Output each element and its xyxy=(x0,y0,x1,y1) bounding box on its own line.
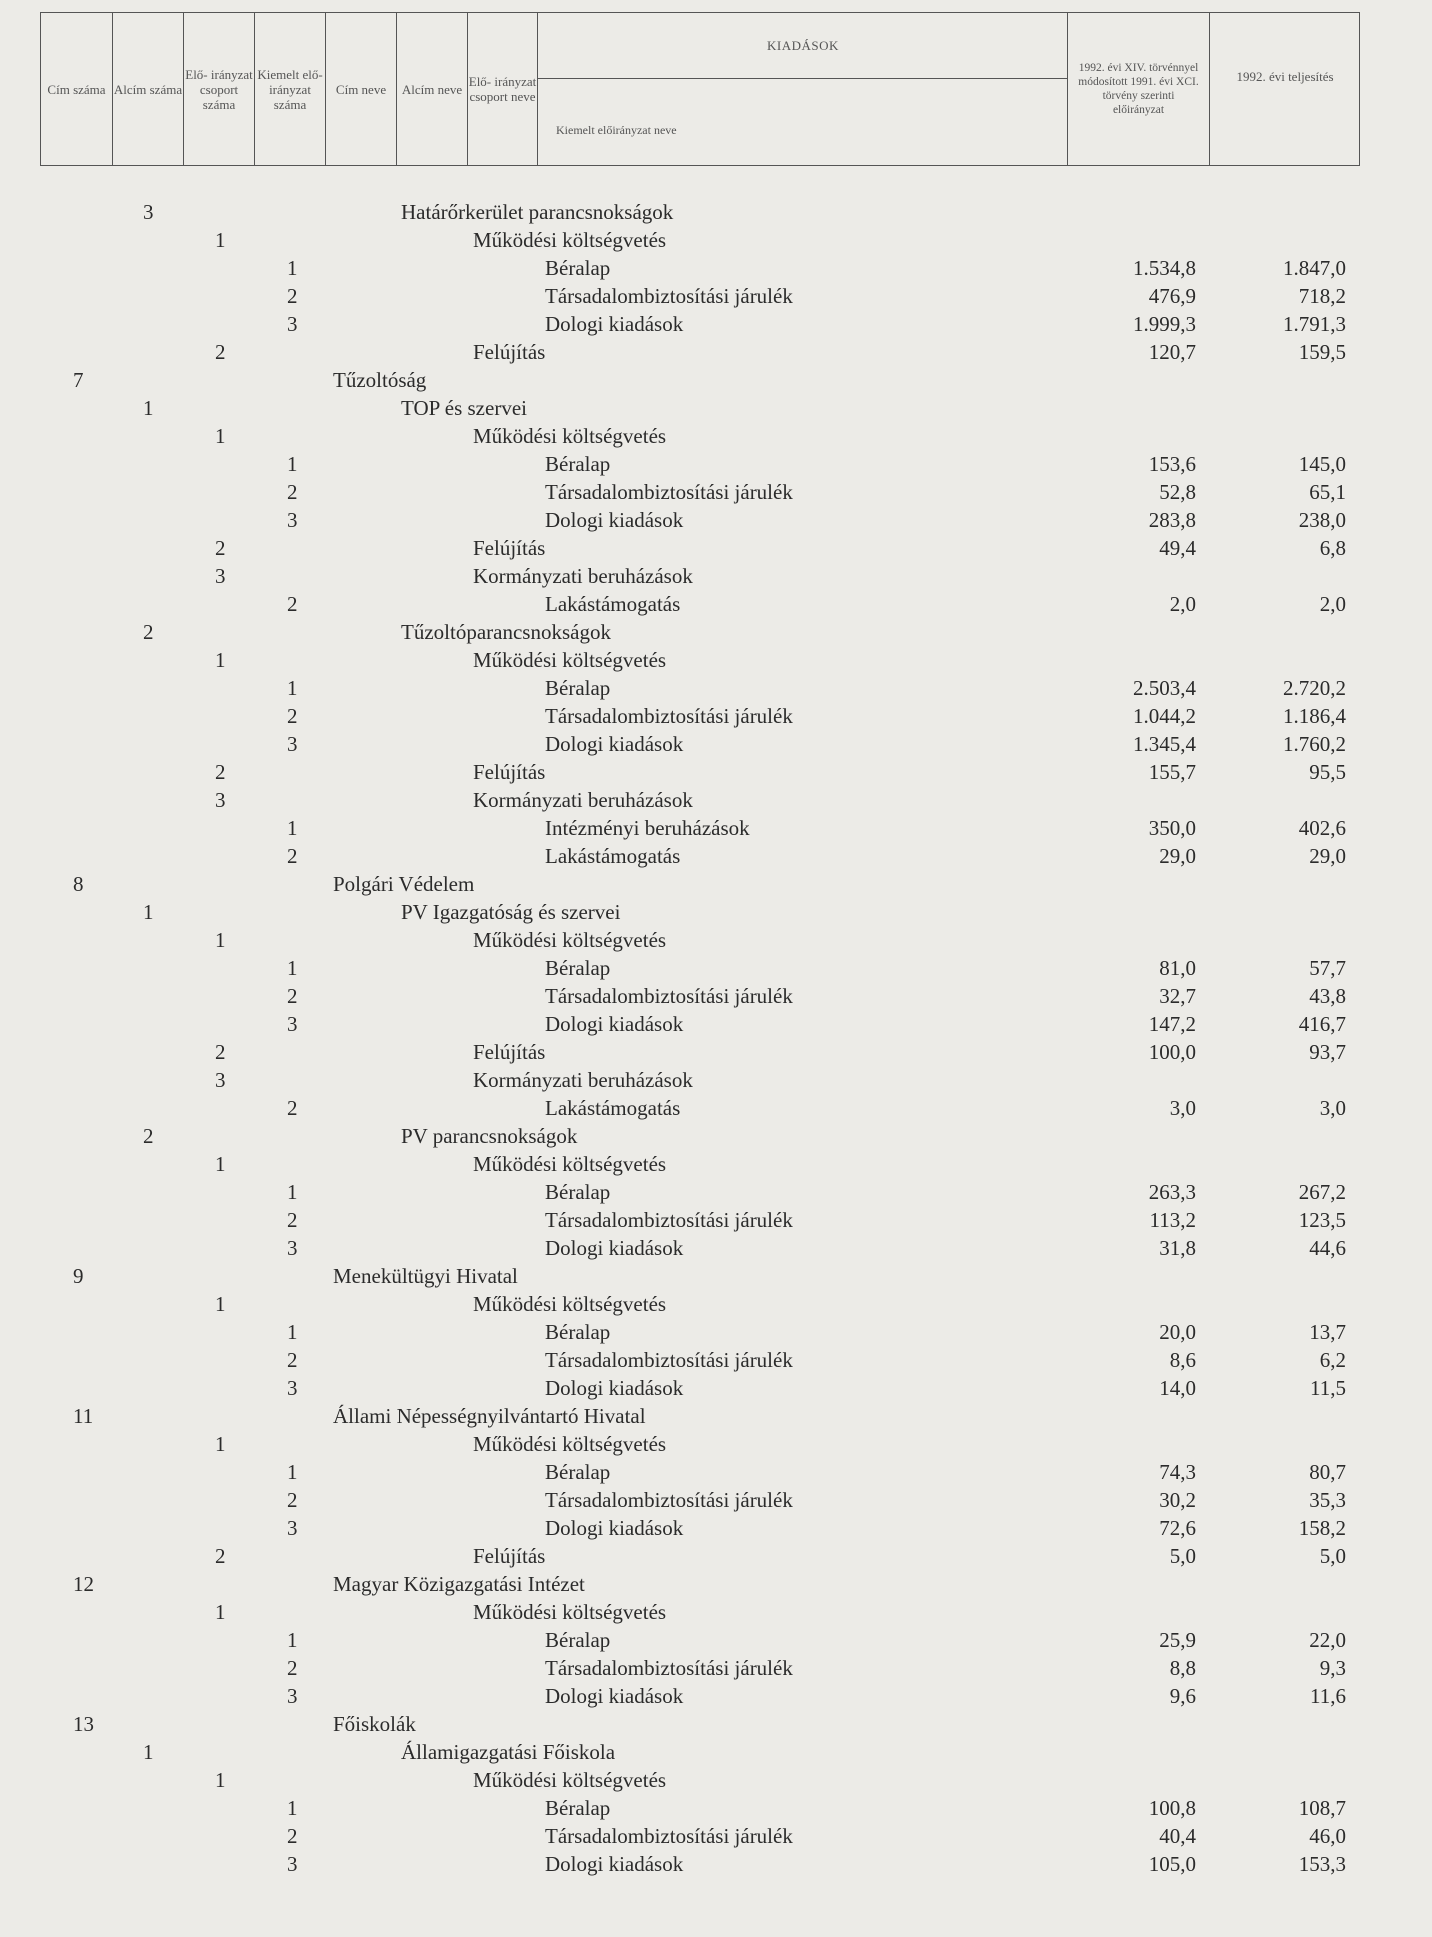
table-row xyxy=(0,282,1432,310)
row-value-eloiranyzat: 9,6 xyxy=(1169,1684,1196,1708)
row-value-teljesites: 267,2 xyxy=(1298,1180,1346,1204)
table-row xyxy=(0,1598,1432,1626)
row-value-teljesites: 108,7 xyxy=(1298,1796,1346,1820)
table-row xyxy=(0,478,1432,506)
row-name: Dologi kiadások xyxy=(545,1516,684,1540)
table-row xyxy=(0,1738,1432,1766)
row-name: Társadalombiztosítási járulék xyxy=(545,704,793,728)
row-number: 1 xyxy=(215,1432,226,1456)
row-name: Béralap xyxy=(545,1460,611,1484)
row-number: 2 xyxy=(287,1656,298,1680)
row-name: Kormányzati beruházások xyxy=(473,1068,693,1092)
header-1992-teljesites: 1992. évi teljesítés xyxy=(1236,69,1334,84)
row-value-eloiranyzat: 120,7 xyxy=(1148,340,1196,364)
table-row xyxy=(0,1850,1432,1878)
row-number: 12 xyxy=(73,1572,94,1596)
table-row xyxy=(0,562,1432,590)
row-value-eloiranyzat: 1.044,2 xyxy=(1133,704,1196,728)
row-value-eloiranyzat: 74,3 xyxy=(1159,1460,1196,1484)
row-number: 11 xyxy=(73,1404,94,1428)
row-value-teljesites: 9,3 xyxy=(1319,1656,1346,1680)
row-value-teljesites: 22,0 xyxy=(1309,1628,1346,1652)
row-value-eloiranyzat: 32,7 xyxy=(1159,984,1196,1008)
table-row xyxy=(0,422,1432,450)
row-number: 1 xyxy=(287,1320,298,1344)
row-value-teljesites: 44,6 xyxy=(1309,1236,1346,1260)
table-row xyxy=(0,590,1432,618)
table-row xyxy=(0,1486,1432,1514)
row-name: Dologi kiadások xyxy=(545,1236,684,1260)
row-number: 2 xyxy=(287,480,298,504)
row-value-eloiranyzat: 29,0 xyxy=(1159,844,1196,868)
row-value-teljesites: 2,0 xyxy=(1319,592,1346,616)
row-name: TOP és szervei xyxy=(401,396,527,420)
row-name: Társadalombiztosítási járulék xyxy=(545,984,793,1008)
row-number: 2 xyxy=(287,1824,298,1848)
row-number: 1 xyxy=(215,1600,226,1624)
table-row xyxy=(0,786,1432,814)
header-alcim-szama: Alcím száma xyxy=(113,13,184,165)
row-value-eloiranyzat: 25,9 xyxy=(1159,1628,1196,1652)
row-value-teljesites: 1.791,3 xyxy=(1283,312,1346,336)
row-name: Lakástámogatás xyxy=(545,844,681,868)
table-row xyxy=(0,1066,1432,1094)
row-name: Kormányzati beruházások xyxy=(473,788,693,812)
row-name: Béralap xyxy=(545,676,611,700)
table-row xyxy=(0,674,1432,702)
row-value-eloiranyzat: 8,8 xyxy=(1169,1656,1196,1680)
row-number: 3 xyxy=(215,788,226,812)
row-name: Működési költségvetés xyxy=(473,1152,667,1176)
row-name: Társadalombiztosítási járulék xyxy=(545,1488,793,1512)
row-number: 3 xyxy=(215,564,226,588)
row-name: Menekültügyi Hivatal xyxy=(333,1264,518,1288)
table-row xyxy=(0,1458,1432,1486)
row-value-teljesites: 2.720,2 xyxy=(1283,676,1346,700)
header-kiemelt-eloiranyzat-neve: Kiemelt előirányzat neve xyxy=(556,123,677,137)
row-number: 1 xyxy=(215,928,226,952)
row-name: Működési költségvetés xyxy=(473,1600,667,1624)
row-number: 2 xyxy=(287,284,298,308)
row-name: Lakástámogatás xyxy=(545,592,681,616)
table-row xyxy=(0,1374,1432,1402)
row-number: 7 xyxy=(73,368,84,392)
row-value-teljesites: 145,0 xyxy=(1298,452,1346,476)
row-number: 1 xyxy=(287,1180,298,1204)
row-number: 3 xyxy=(215,1068,226,1092)
row-value-eloiranyzat: 476,9 xyxy=(1148,284,1196,308)
row-name: Felújítás xyxy=(473,1544,546,1568)
row-value-eloiranyzat: 100,0 xyxy=(1148,1040,1196,1064)
row-name: Béralap xyxy=(545,1628,611,1652)
table-body xyxy=(0,198,1432,1878)
row-name: Dologi kiadások xyxy=(545,312,684,336)
table-row xyxy=(0,926,1432,954)
row-value-eloiranyzat: 147,2 xyxy=(1148,1012,1196,1036)
row-value-eloiranyzat: 155,7 xyxy=(1148,760,1196,784)
row-name: Béralap xyxy=(545,1320,611,1344)
row-number: 3 xyxy=(287,1684,298,1708)
row-number: 2 xyxy=(215,760,226,784)
row-value-eloiranyzat: 72,6 xyxy=(1159,1516,1196,1540)
row-name: Lakástámogatás xyxy=(545,1096,681,1120)
row-number: 2 xyxy=(143,620,154,644)
header-kiemelt-eloiranyzat-szama: Kiemelt elő- irányzat száma xyxy=(255,13,326,165)
table-row xyxy=(0,1122,1432,1150)
row-value-eloiranyzat: 263,3 xyxy=(1148,1180,1196,1204)
header-alcim-neve: Alcím neve xyxy=(397,13,468,165)
row-number: 2 xyxy=(287,1208,298,1232)
row-value-eloiranyzat: 1.534,8 xyxy=(1133,256,1196,280)
table-row xyxy=(0,898,1432,926)
row-name: Dologi kiadások xyxy=(545,732,684,756)
table-row xyxy=(0,814,1432,842)
row-value-eloiranyzat: 30,2 xyxy=(1159,1488,1196,1512)
row-number: 8 xyxy=(73,872,84,896)
row-value-teljesites: 43,8 xyxy=(1309,984,1346,1008)
row-number: 2 xyxy=(287,984,298,1008)
table-row xyxy=(0,1346,1432,1374)
row-value-teljesites: 13,7 xyxy=(1309,1320,1346,1344)
row-number: 1 xyxy=(143,396,154,420)
row-number: 1 xyxy=(287,1460,298,1484)
table-row xyxy=(0,1430,1432,1458)
table-row xyxy=(0,982,1432,1010)
row-value-teljesites: 80,7 xyxy=(1309,1460,1346,1484)
row-value-teljesites: 153,3 xyxy=(1298,1852,1346,1876)
row-name: Főiskolák xyxy=(333,1712,416,1736)
row-value-eloiranyzat: 5,0 xyxy=(1169,1544,1196,1568)
row-number: 1 xyxy=(215,1152,226,1176)
table-row xyxy=(0,1262,1432,1290)
table-row xyxy=(0,842,1432,870)
row-name: PV Igazgatóság és szervei xyxy=(401,900,621,924)
row-number: 2 xyxy=(215,536,226,560)
table-row xyxy=(0,254,1432,282)
row-number: 2 xyxy=(287,592,298,616)
row-name: Működési költségvetés xyxy=(473,1768,667,1792)
row-number: 3 xyxy=(287,1516,298,1540)
row-value-teljesites: 65,1 xyxy=(1309,480,1346,504)
row-name: Működési költségvetés xyxy=(473,928,667,952)
row-name: Felújítás xyxy=(473,340,546,364)
row-number: 3 xyxy=(287,1236,298,1260)
row-value-teljesites: 1.760,2 xyxy=(1283,732,1346,756)
header-1992-modositott: 1992. évi XIV. törvénnyel módosított 1991. évi XCI. törvény szerinti előirányzat xyxy=(1068,13,1210,165)
row-number: 3 xyxy=(287,1852,298,1876)
table-row xyxy=(0,506,1432,534)
row-value-teljesites: 29,0 xyxy=(1309,844,1346,868)
row-name: Működési költségvetés xyxy=(473,1292,667,1316)
row-value-teljesites: 5,0 xyxy=(1319,1544,1346,1568)
row-number: 2 xyxy=(215,1544,226,1568)
row-number: 3 xyxy=(287,312,298,336)
header-cim-neve: Cím neve xyxy=(326,13,397,165)
row-value-eloiranyzat: 153,6 xyxy=(1148,452,1196,476)
table-row xyxy=(0,1318,1432,1346)
row-value-teljesites: 35,3 xyxy=(1309,1488,1346,1512)
row-value-teljesites: 11,6 xyxy=(1310,1684,1346,1708)
row-name: Működési költségvetés xyxy=(473,648,667,672)
row-number: 3 xyxy=(287,732,298,756)
row-name: Dologi kiadások xyxy=(545,508,684,532)
row-number: 2 xyxy=(143,1124,154,1148)
row-name: Működési költségvetés xyxy=(473,1432,667,1456)
header-kiadasok: KIADÁSOK xyxy=(538,13,1068,79)
row-value-teljesites: 159,5 xyxy=(1298,340,1346,364)
row-number: 3 xyxy=(143,200,154,224)
row-value-eloiranyzat: 31,8 xyxy=(1159,1236,1196,1260)
table-row xyxy=(0,758,1432,786)
row-number: 2 xyxy=(287,1096,298,1120)
row-number: 1 xyxy=(215,1768,226,1792)
row-value-teljesites: 6,8 xyxy=(1319,536,1346,560)
table-row xyxy=(0,1570,1432,1598)
row-value-eloiranyzat: 1.999,3 xyxy=(1133,312,1196,336)
row-value-eloiranyzat: 20,0 xyxy=(1159,1320,1196,1344)
row-name: Intézményi beruházások xyxy=(545,816,750,840)
row-number: 1 xyxy=(143,900,154,924)
row-number: 1 xyxy=(215,424,226,448)
table-row xyxy=(0,1094,1432,1122)
row-number: 1 xyxy=(287,1628,298,1652)
row-number: 1 xyxy=(287,256,298,280)
header-eloiranyzat-csoport-neve: Elő- irányzat csoport neve xyxy=(468,13,538,165)
row-value-eloiranyzat: 40,4 xyxy=(1159,1824,1196,1848)
row-name: Béralap xyxy=(545,256,611,280)
row-number: 1 xyxy=(287,816,298,840)
row-name: Társadalombiztosítási járulék xyxy=(545,1824,793,1848)
row-name: Felújítás xyxy=(473,536,546,560)
row-value-eloiranyzat: 81,0 xyxy=(1159,956,1196,980)
row-name: Határőrkerület parancsnokságok xyxy=(401,200,674,224)
row-name: Állami Népességnyilvántartó Hivatal xyxy=(333,1404,646,1428)
row-name: Társadalombiztosítási járulék xyxy=(545,284,793,308)
table-row xyxy=(0,1402,1432,1430)
row-name: Polgári Védelem xyxy=(333,872,475,896)
row-value-teljesites: 1.186,4 xyxy=(1283,704,1346,728)
row-value-eloiranyzat: 49,4 xyxy=(1159,536,1196,560)
row-value-eloiranyzat: 100,8 xyxy=(1148,1796,1196,1820)
row-name: Béralap xyxy=(545,956,611,980)
row-name: Társadalombiztosítási járulék xyxy=(545,1348,793,1372)
row-value-eloiranyzat: 2,0 xyxy=(1169,592,1196,616)
row-name: Béralap xyxy=(545,452,611,476)
table-row xyxy=(0,1514,1432,1542)
row-name: Társadalombiztosítási járulék xyxy=(545,1208,793,1232)
row-number: 1 xyxy=(215,648,226,672)
row-value-eloiranyzat: 8,6 xyxy=(1169,1348,1196,1372)
row-value-eloiranyzat: 113,2 xyxy=(1149,1208,1196,1232)
table-row xyxy=(0,646,1432,674)
table-row xyxy=(0,1654,1432,1682)
row-value-teljesites: 718,2 xyxy=(1298,284,1346,308)
row-name: Társadalombiztosítási járulék xyxy=(545,1656,793,1680)
table-row xyxy=(0,1626,1432,1654)
table-row xyxy=(0,198,1432,226)
row-value-eloiranyzat: 105,0 xyxy=(1148,1852,1196,1876)
row-name: Béralap xyxy=(545,1180,611,1204)
row-name: Felújítás xyxy=(473,1040,546,1064)
table-row xyxy=(0,618,1432,646)
row-number: 1 xyxy=(287,956,298,980)
row-name: Dologi kiadások xyxy=(545,1852,684,1876)
row-number: 2 xyxy=(287,1488,298,1512)
row-value-teljesites: 93,7 xyxy=(1309,1040,1346,1064)
row-value-eloiranyzat: 3,0 xyxy=(1169,1096,1196,1120)
row-value-eloiranyzat: 2.503,4 xyxy=(1133,676,1196,700)
table-row xyxy=(0,1150,1432,1178)
table-row xyxy=(0,366,1432,394)
table-row xyxy=(0,1290,1432,1318)
table-row xyxy=(0,226,1432,254)
table-row xyxy=(0,1010,1432,1038)
table-row xyxy=(0,702,1432,730)
row-value-eloiranyzat: 14,0 xyxy=(1159,1376,1196,1400)
row-value-teljesites: 6,2 xyxy=(1319,1348,1346,1372)
row-name: Tűzoltóparancsnokságok xyxy=(401,620,611,644)
row-value-teljesites: 1.847,0 xyxy=(1283,256,1346,280)
table-row xyxy=(0,1822,1432,1850)
table-row xyxy=(0,1234,1432,1262)
row-name: Magyar Közigazgatási Intézet xyxy=(333,1572,585,1596)
row-value-teljesites: 123,5 xyxy=(1298,1208,1346,1232)
row-name: Felújítás xyxy=(473,760,546,784)
table-row xyxy=(0,954,1432,982)
row-name: PV parancsnokságok xyxy=(401,1124,578,1148)
row-name: Béralap xyxy=(545,1796,611,1820)
row-value-teljesites: 238,0 xyxy=(1298,508,1346,532)
row-number: 3 xyxy=(287,1376,298,1400)
row-number: 2 xyxy=(287,1348,298,1372)
row-name: Társadalombiztosítási járulék xyxy=(545,480,793,504)
table-row xyxy=(0,1682,1432,1710)
row-number: 9 xyxy=(73,1264,84,1288)
row-number: 2 xyxy=(215,340,226,364)
table-header xyxy=(40,12,1360,166)
row-number: 1 xyxy=(287,676,298,700)
row-value-eloiranyzat: 52,8 xyxy=(1159,480,1196,504)
table-row xyxy=(0,730,1432,758)
row-value-eloiranyzat: 350,0 xyxy=(1148,816,1196,840)
row-value-teljesites: 57,7 xyxy=(1309,956,1346,980)
table-row xyxy=(0,1178,1432,1206)
row-number: 1 xyxy=(143,1740,154,1764)
header-eloiranyzat-csoport-szama: Elő- irányzat csoport száma xyxy=(184,13,255,165)
row-name: Dologi kiadások xyxy=(545,1684,684,1708)
table-row xyxy=(0,338,1432,366)
table-row xyxy=(0,394,1432,422)
row-number: 13 xyxy=(73,1712,94,1736)
table-row xyxy=(0,1794,1432,1822)
table-row xyxy=(0,450,1432,478)
row-name: Működési költségvetés xyxy=(473,228,667,252)
row-name: Dologi kiadások xyxy=(545,1012,684,1036)
row-value-teljesites: 11,5 xyxy=(1310,1376,1346,1400)
row-number: 3 xyxy=(287,1012,298,1036)
row-number: 1 xyxy=(287,1796,298,1820)
row-name: Államigazgatási Főiskola xyxy=(401,1740,616,1764)
table-row xyxy=(0,1206,1432,1234)
row-value-teljesites: 158,2 xyxy=(1298,1516,1346,1540)
row-name: Kormányzati beruházások xyxy=(473,564,693,588)
header-cim-szama: Cím száma xyxy=(41,13,113,165)
table-row xyxy=(0,310,1432,338)
row-value-eloiranyzat: 1.345,4 xyxy=(1133,732,1196,756)
table-row xyxy=(0,1710,1432,1738)
table-row xyxy=(0,1766,1432,1794)
table-row xyxy=(0,534,1432,562)
row-value-teljesites: 402,6 xyxy=(1298,816,1346,840)
row-number: 1 xyxy=(215,228,226,252)
row-name: Működési költségvetés xyxy=(473,424,667,448)
row-value-teljesites: 416,7 xyxy=(1298,1012,1346,1036)
row-number: 2 xyxy=(287,844,298,868)
row-value-eloiranyzat: 283,8 xyxy=(1148,508,1196,532)
table-row xyxy=(0,1542,1432,1570)
row-value-teljesites: 3,0 xyxy=(1319,1096,1346,1120)
row-value-teljesites: 46,0 xyxy=(1309,1824,1346,1848)
row-number: 1 xyxy=(287,452,298,476)
row-value-teljesites: 95,5 xyxy=(1309,760,1346,784)
row-number: 3 xyxy=(287,508,298,532)
row-name: Tűzoltóság xyxy=(333,368,427,392)
table-row xyxy=(0,870,1432,898)
row-number: 2 xyxy=(287,704,298,728)
row-number: 2 xyxy=(215,1040,226,1064)
row-name: Dologi kiadások xyxy=(545,1376,684,1400)
table-row xyxy=(0,1038,1432,1066)
row-number: 1 xyxy=(215,1292,226,1316)
